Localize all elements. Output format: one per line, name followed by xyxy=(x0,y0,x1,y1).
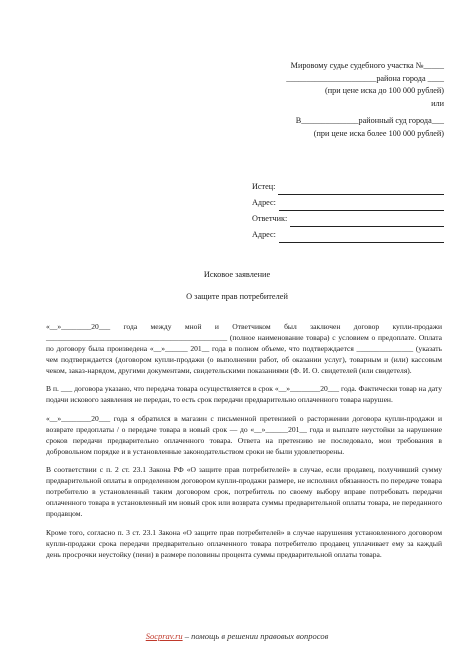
document-title-block xyxy=(0,268,474,304)
plaintiff-address-blank-line xyxy=(279,201,444,211)
defendant-address-row xyxy=(252,227,444,243)
plaintiff-label: Истец: xyxy=(252,182,276,191)
paragraph-law-article-2: В соответствии с п. 2 ст. 23.1 Закона РФ «О защите прав потребителей» в случае, если продавец, получивший сумму предварительной оплаты в определенном договором купли-продажи размере, не исполнил обязанность по передаче товара потребителю в установленный таким договором срок, потребитель по своему выбору вправе потребовать передачи оплаченного товара в установленный им новый срок или возврата суммы предварительной оплаты товара, не переданного продавцом. xyxy=(46,465,442,518)
court-line-5: В______________районный суд города___ xyxy=(295,116,444,126)
document-subtitle: О защите прав потребителей xyxy=(186,292,288,301)
footer xyxy=(0,631,474,641)
plaintiff-address-row xyxy=(252,195,444,211)
claim-body xyxy=(46,322,442,568)
defendant-row xyxy=(252,211,444,227)
defendant-address-blank-line xyxy=(279,233,444,243)
plaintiff-address-label: Адрес: xyxy=(252,198,276,207)
defendant-address-label: Адрес: xyxy=(252,230,276,239)
court-line-1: Мировому судье судебного участка №_____ xyxy=(290,61,444,70)
court-line-3: (при цене иска до 100 000 рублей) xyxy=(325,86,444,96)
court-line-2: ______________________района города ____ xyxy=(286,73,444,83)
paragraph-claim-letter: «__»________20___ года я обратился в магазин с письменной претензией о расторжении договора купли-продажи и возврате предоплаты / о передаче товара в новый срок — до «__»______201__ года и выплате неустойки за нарушение сроков передачи предварительно оплаченного товара. Ответа на претензию не последовало, мои требования в добровольном порядке и в установленные законодательством сроки не были удовлетворены. xyxy=(46,413,442,456)
document-title: Исковое заявление xyxy=(203,270,271,279)
paragraph-contract: «__»________20___ года между мной и Ответчиком был заключен договор купли-продажи ________________________________________________ (полное наименование товара) с условием о предоплате. Оплата по договору была произведена «__»______ 201__ года в полном объеме, что подтверждается _______________ (указать чем подтверждается (договором купли-продажи (о выполнении работ, об оказании услуг), товарным и (или) кассовым чеком, заказ-нарядом, другими документами, свидетельскими показаниями (Ф. И. О. свидетелей (или свидетеля). xyxy=(46,322,442,375)
defendant-blank-line xyxy=(290,217,444,227)
site-link[interactable]: Socprav.ru xyxy=(145,631,183,641)
paragraph-law-article-3: Кроме того, согласно п. 3 ст. 23.1 Закона «О защите прав потребителей» в случае нарушения установленного договором купли-продажи срока передачи предварительно оплаченного товара потребителю продавец уплачивает ему за каждый день просрочки неустойку (пени) в размере половины процента суммы предварительной оплаты товара. xyxy=(46,527,442,559)
plaintiff-row xyxy=(252,179,444,195)
court-line-6: (при цене иска более 100 000 рублей) xyxy=(313,128,444,138)
paragraph-delivery-term: В п. ___ договора указано, что передача товара осуществляется в срок «__»________20___ года. Фактически товар на дату подачи искового заявления не передан, то есть срок передачи предварительно оплаченного товара нарушен. xyxy=(46,384,442,405)
defendant-label: Ответчик: xyxy=(252,214,288,223)
court-line-or: или xyxy=(431,98,444,108)
plaintiff-blank-line xyxy=(278,185,444,195)
court-addressee-block xyxy=(252,60,444,141)
footer-tagline: – помощь в решении правовых вопросов xyxy=(182,631,329,641)
parties-block xyxy=(252,179,444,243)
